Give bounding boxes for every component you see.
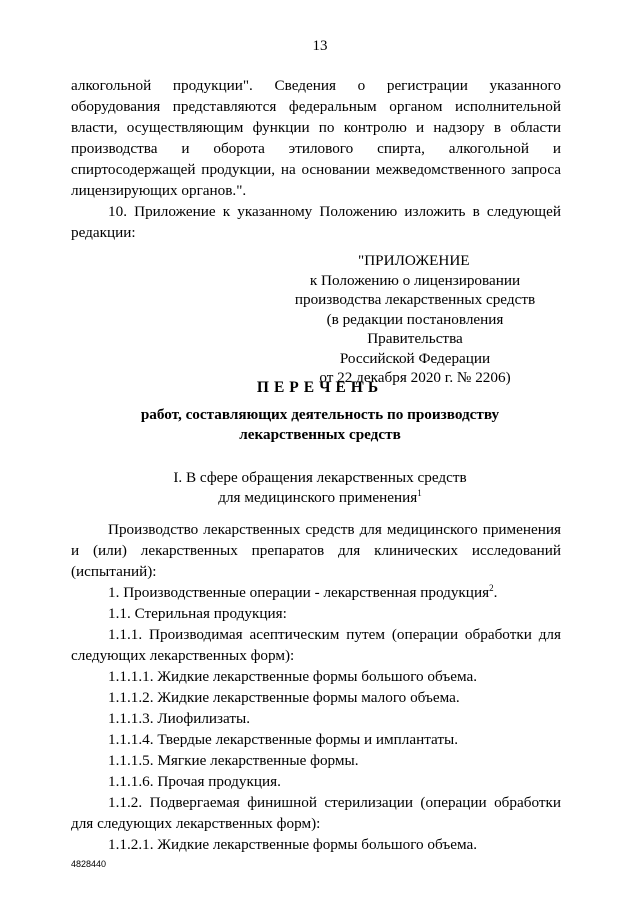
appendix-line: от 22 декабря 2020 г. № 2206): [319, 369, 511, 386]
appendix-header: [280, 251, 550, 388]
section-line: для медицинского применения: [218, 489, 418, 506]
section-line: I. В сфере обращения лекарственных средств: [173, 469, 467, 486]
appendix-line: производства лекарственных средств: [294, 291, 536, 308]
paragraph: 10. Приложение к указанному Положению изложить в следующей редакции:: [71, 203, 561, 241]
appendix-title: "ПРИЛОЖЕНИЕ: [358, 252, 470, 269]
appendix-line: (в редакции постановления Правительства: [326, 310, 504, 347]
list-item: 1. Производственные операции - лекарственная продукция$^2$.: [108, 582, 498, 601]
document-title: ПЕРЕЧЕНЬ: [256, 379, 384, 396]
document-subtitle: [0, 405, 640, 445]
footnote-marker: 1: [417, 487, 422, 498]
list-item: 1.1.1.1. Жидкие лекарственные формы большого объема.: [108, 668, 478, 685]
appendix-line: Российской Федерации: [339, 349, 491, 367]
appendix-line: к Положению о лицензировании: [309, 271, 521, 289]
document-id: 4828440: [71, 859, 107, 869]
page-number: 13: [312, 38, 328, 54]
subtitle-line: работ, составляющих деятельность по производству: [140, 406, 500, 423]
paragraph: алкогольной продукции". Сведения о регистрации указанного оборудования представляются федеральным органом исполнительной власти, осуществляющим функции по контролю и надзору в области производства и оборота этилового спирта, алкогольной и спиртосодержащей продукции, на основании межведомственного запроса лицензирующих органов.".: [71, 77, 561, 199]
list-item: 1.1.2. Подвергаемая финишной стерилизации (операции обработки для следующих лекарственных форм):: [71, 794, 561, 832]
list-item: 1.1.1.4. Твердые лекарственные формы и имплантаты.: [108, 731, 459, 748]
list-item: 1.1.1.6. Прочая продукция.: [108, 773, 281, 790]
list-item: 1.1.1.5. Мягкие лекарственные формы.: [108, 752, 359, 769]
section-heading: [0, 468, 640, 508]
intro-paragraph: Производство лекарственных средств для медицинского применения и (или) лекарственных препаратов для клинических исследований (испытаний):: [71, 521, 561, 580]
top-text: [71, 75, 561, 243]
subtitle-line: лекарственных средств: [239, 426, 401, 443]
list-item: 1.1.2.1. Жидкие лекарственные формы большого объема.: [108, 836, 478, 853]
footnote-marker: 2: [489, 582, 494, 593]
list-body: [71, 519, 561, 855]
list-item: 1.1.1.3. Лиофилизаты.: [108, 710, 251, 727]
list-item: 1.1.1. Производимая асептическим путем (операции обработки для следующих лекарственных форм):: [71, 626, 561, 664]
list-item: 1.1. Стерильная продукция:: [108, 605, 287, 622]
list-item: 1.1.1.2. Жидкие лекарственные формы малого объема.: [108, 689, 460, 706]
